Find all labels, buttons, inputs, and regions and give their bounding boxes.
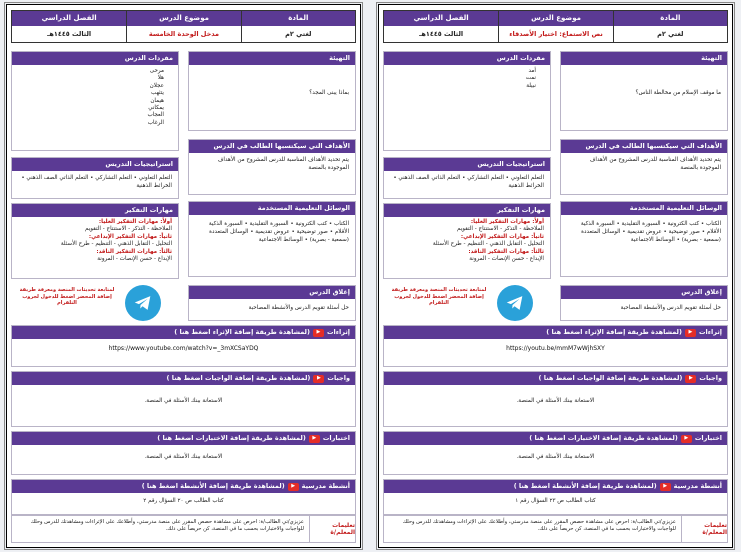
lesson-page-1 — [6, 4, 361, 548]
thinking-line: التحليل - التقابل الذهني - التنظيم - طرح الأسئلة — [432, 241, 544, 248]
closure-section — [188, 285, 356, 321]
homework-title: واجبات — [327, 374, 350, 382]
teacher-notes-label: تعليمات المعلم/ة — [309, 516, 355, 542]
vocab-item: عجلان — [149, 82, 164, 89]
homework-section — [383, 371, 728, 427]
topic-value: مدخل الوحدة الخامسة — [148, 30, 220, 38]
vocab-item: يمكاني — [148, 105, 164, 112]
goals-section — [188, 139, 356, 195]
homework-section — [11, 371, 356, 427]
closure-text: حل أسئلة تقويم الدرس والأنشطة المصاحبة — [620, 305, 721, 311]
enrich-title-bar — [384, 326, 727, 339]
vocab-item: يتثهب — [150, 90, 164, 97]
strategies-title-bar — [384, 158, 550, 171]
enrich-link[interactable]: https://youtu.be/mmM7wWjhSXY — [506, 345, 605, 352]
subject-label: المادة — [614, 11, 727, 26]
intro-title-bar — [189, 52, 355, 65]
homework-text: الاستعانة ببنك الأسئلة في المنصة. — [144, 398, 223, 404]
aids-title: الوسائل التعليمية المستخدمة — [629, 204, 722, 212]
strategies-title-bar — [12, 158, 178, 171]
vocab-title-bar — [12, 52, 178, 65]
enrich-link[interactable]: https://www.youtube.com/watch?v=_3mXCSaYDQ — [108, 345, 259, 352]
thinking-body — [384, 217, 550, 266]
youtube-play-icon[interactable]: ▶ — [660, 483, 671, 491]
goals-title-bar — [561, 140, 727, 153]
vocab-item: هلا — [157, 75, 164, 82]
activities-section — [383, 479, 728, 515]
activities-text: كتاب الطالب ص ٢٠ السؤال رقم ٢ — [143, 498, 224, 504]
term-label: الفصل الدراسي — [384, 11, 498, 26]
vocab-title: مفردات الدرس — [124, 54, 173, 62]
aids-title-bar — [189, 202, 355, 215]
goals-text: يتم تحديد الأهداف المناسبة للدرس المشروح من الأهداف الموجودة بالمنصة — [217, 157, 349, 171]
subject-value: لغتي ٢م — [285, 30, 312, 38]
goals-text: يتم تحديد الأهداف المناسبة للدرس المشروح من الأهداف الموجودة بالمنصة — [589, 157, 721, 171]
lesson-header — [11, 10, 356, 43]
vocab-title-bar — [384, 52, 550, 65]
vocab-list — [384, 65, 550, 93]
aids-title-bar — [561, 202, 727, 215]
aids-text: الكتاب • كتب الكترونية • السبورة التقليدية • السبورة الذكية الأقلام • صور توضيحية • عروض تقديمية • الوسائل المتعددة (سمعية - بصرية) • الوسائط الاجتماعية — [580, 221, 721, 243]
term-cell — [384, 11, 498, 42]
thinking-line: أولاً: مهارات التفكير العليا: — [98, 219, 172, 225]
teacher-notes-label: تعليمات المعلم/ة — [681, 516, 727, 542]
vocab-item: الرغاب — [147, 119, 164, 126]
closure-section — [560, 285, 728, 321]
vocab-title: مفردات الدرس — [496, 54, 545, 62]
intro-title: التهيئة — [329, 54, 350, 62]
tests-text: الاستعانة ببنك الأسئلة في المنصة. — [144, 454, 223, 460]
vocab-item: نمت — [525, 75, 536, 82]
aids-section — [560, 201, 728, 277]
homework-howto-link[interactable]: (لمشاهدة طريقة إضافة الواجبات اضغط هنا ) — [166, 374, 311, 382]
vocab-item: نبيلة — [526, 82, 536, 89]
homework-title: واجبات — [699, 374, 722, 382]
teacher-notes-text: عزيزي/تي الطالب/ة: احرص على مشاهدة حصص المقرر على منصة مدرستي، وأطلاعك على الإثراءات ومشاهدتك للدرس وحلك للواجبات والاختبارات بحسب ما في المنصة، كن حريصاً على ذلك. — [402, 519, 676, 532]
strategies-section — [11, 157, 179, 199]
goals-section — [560, 139, 728, 195]
thinking-body — [12, 217, 178, 266]
teacher-notes — [383, 515, 728, 543]
homework-text: الاستعانة ببنك الأسئلة في المنصة. — [516, 398, 595, 404]
closure-title: إغلاق الدرس — [309, 288, 350, 296]
telegram-promo-text[interactable]: لمتابعة تحديثات المنصة ومعرفة طريقة إضافة المحضر اضغط للدخول لجروب التلقرام — [391, 287, 487, 306]
activities-title-bar — [384, 480, 727, 493]
strategies-text: التعلم التعاوني • التعلم التشاركي • التعلم الذاتي الصف الذهني • الخرائط الذهنية — [393, 175, 544, 189]
tests-title-bar — [384, 432, 727, 445]
thinking-section — [383, 203, 551, 279]
thinking-line: ثالثاً: مهارات التفكير الناقد: — [468, 248, 544, 255]
activities-text: كتاب الطالب ص ٢٣ السؤال رقم ١ — [515, 498, 596, 504]
intro-text: ما موقف الإسلام من مخالطة الناس؟ — [635, 90, 721, 96]
lesson-header — [383, 10, 728, 43]
subject-value: لغتي ٢م — [657, 30, 684, 38]
vocab-section — [383, 51, 551, 151]
goals-title: الأهداف التي سيكتسبها الطالب في الدرس — [213, 142, 350, 150]
thinking-line: الملاحظة - التذكر - الاستنتاج - التقويم — [457, 226, 544, 233]
youtube-play-icon[interactable]: ▶ — [309, 435, 320, 443]
term-label: الفصل الدراسي — [12, 11, 126, 26]
thinking-title-bar — [384, 204, 550, 217]
topic-label: موضوع الدرس — [127, 11, 240, 26]
goals-title-bar — [189, 140, 355, 153]
telegram-promo-text[interactable]: لمتابعة تحديثات المنصة ومعرفة طريقة إضافة المحضر اضغط للدخول لجروب التلقرام — [19, 287, 115, 306]
teacher-notes — [11, 515, 356, 543]
teacher-notes-text: عزيزي/تي الطالب/ة: احرص على مشاهدة حصص المقرر على منصة مدرستي، وأطلاعك على الإثراءات ومشاهدتك للدرس وحلك للواجبات والاختبارات بحسب ما في المنصة، كن حريصاً على ذلك. — [30, 519, 304, 532]
thinking-title: مهارات التفكير — [125, 206, 173, 214]
closure-text: حل أسئلة تقويم الدرس والأنشطة المصاحبة — [248, 305, 349, 311]
closure-title-bar — [561, 286, 727, 299]
thinking-line: ثانياً: مهارات التفكير الإبداعي: — [88, 233, 172, 240]
vocab-item: العجاب — [147, 112, 164, 119]
aids-title: الوسائل التعليمية المستخدمة — [257, 204, 350, 212]
youtube-play-icon[interactable]: ▶ — [313, 329, 324, 337]
intro-section — [188, 51, 356, 131]
vocab-list — [12, 65, 178, 130]
term-value: الثالث ١٤٤٥هـ — [419, 30, 464, 38]
closure-title: إغلاق الدرس — [681, 288, 722, 296]
telegram-icon[interactable] — [497, 285, 533, 321]
thinking-line: التحليل - التقابل الذهني - التنظيم - طرح الأسئلة — [60, 241, 172, 248]
youtube-play-icon[interactable]: ▶ — [685, 375, 696, 383]
youtube-play-icon[interactable]: ▶ — [685, 329, 696, 337]
telegram-icon[interactable] — [125, 285, 161, 321]
youtube-play-icon[interactable]: ▶ — [288, 483, 299, 491]
strategies-title: استراتيجيات التدريس — [477, 160, 545, 168]
activities-howto-link[interactable]: (لمشاهدة طريقة إضافة الأنشطة اضغط هنا ) — [141, 482, 285, 490]
strategies-text: التعلم التعاوني • التعلم التشاركي • التعلم الذاتي الصف الذهني • الخرائط الذهنية — [21, 175, 172, 189]
lesson-page-2 — [378, 4, 733, 548]
topic-value: نص الاستماع: اختيار الأصدقاء — [509, 30, 603, 38]
thinking-line: الإبداع - حسن الإنصات - المرونة — [97, 256, 172, 263]
thinking-line: الإبداع - حسن الإنصات - المرونة — [469, 256, 544, 263]
enrich-title: إثراءات — [326, 328, 350, 336]
tests-title: اختبارات — [322, 434, 350, 442]
subject-label: المادة — [242, 11, 355, 26]
enrich-howto-link[interactable]: (لمشاهدة طريقة إضافة الإثراء اضغط هنا ) — [546, 328, 682, 336]
enrich-title-bar — [12, 326, 355, 339]
thinking-line: ثانياً: مهارات التفكير الإبداعي: — [460, 233, 544, 240]
term-value: الثالث ١٤٤٥هـ — [47, 30, 92, 38]
vocab-section — [11, 51, 179, 151]
vocab-item: مرحى — [149, 68, 164, 74]
topic-cell — [126, 11, 240, 42]
activities-title: أنشطة مدرسية — [301, 482, 350, 490]
homework-title-bar — [384, 372, 727, 385]
enrich-howto-link[interactable]: (لمشاهدة طريقة إضافة الإثراء اضغط هنا ) — [174, 328, 310, 336]
activities-title: أنشطة مدرسية — [673, 482, 722, 490]
thinking-title-bar — [12, 204, 178, 217]
term-cell — [12, 11, 126, 42]
activities-section — [11, 479, 356, 515]
aids-section — [188, 201, 356, 277]
tests-howto-link[interactable]: (لمشاهدة طريقة إضافة الاختبارات اضغط هنا ) — [157, 434, 306, 442]
vocab-item: أمد — [528, 68, 536, 74]
enrich-section — [11, 325, 356, 367]
closure-title-bar — [189, 286, 355, 299]
subject-cell — [613, 11, 727, 42]
youtube-play-icon[interactable]: ▶ — [313, 375, 324, 383]
thinking-line: أولاً: مهارات التفكير العليا: — [470, 219, 544, 225]
topic-cell — [498, 11, 612, 42]
intro-section — [560, 51, 728, 131]
intro-title-bar — [561, 52, 727, 65]
topic-label: موضوع الدرس — [499, 11, 612, 26]
vocab-item: هيمان — [150, 97, 164, 104]
intro-title: التهيئة — [701, 54, 722, 62]
tests-text: الاستعانة ببنك الأسئلة في المنصة. — [516, 454, 595, 460]
enrich-section — [383, 325, 728, 367]
activities-title-bar — [12, 480, 355, 493]
strategies-section — [383, 157, 551, 199]
tests-section — [383, 431, 728, 475]
thinking-section — [11, 203, 179, 279]
thinking-line: ثالثاً: مهارات التفكير الناقد: — [96, 248, 172, 255]
activities-howto-link[interactable]: (لمشاهدة طريقة إضافة الأنشطة اضغط هنا ) — [513, 482, 657, 490]
tests-howto-link[interactable]: (لمشاهدة طريقة إضافة الاختبارات اضغط هنا ) — [529, 434, 678, 442]
thinking-line: الملاحظة - التذكر - الاستنتاج - التقويم — [85, 226, 172, 233]
tests-title-bar — [12, 432, 355, 445]
thinking-title: مهارات التفكير — [497, 206, 545, 214]
goals-title: الأهداف التي سيكتسبها الطالب في الدرس — [585, 142, 722, 150]
subject-cell — [241, 11, 355, 42]
tests-section — [11, 431, 356, 475]
youtube-play-icon[interactable]: ▶ — [681, 435, 692, 443]
aids-text: الكتاب • كتب الكترونية • السبورة التقليدية • السبورة الذكية الأقلام • صور توضيحية • عروض تقديمية • الوسائل المتعددة (سمعية - بصرية) • الوسائط الاجتماعية — [208, 221, 349, 243]
strategies-title: استراتيجيات التدريس — [105, 160, 173, 168]
tests-title: اختبارات — [694, 434, 722, 442]
homework-title-bar — [12, 372, 355, 385]
intro-text: بماذا يبنى المجد؟ — [309, 90, 349, 96]
homework-howto-link[interactable]: (لمشاهدة طريقة إضافة الواجبات اضغط هنا ) — [538, 374, 683, 382]
enrich-title: إثراءات — [698, 328, 722, 336]
